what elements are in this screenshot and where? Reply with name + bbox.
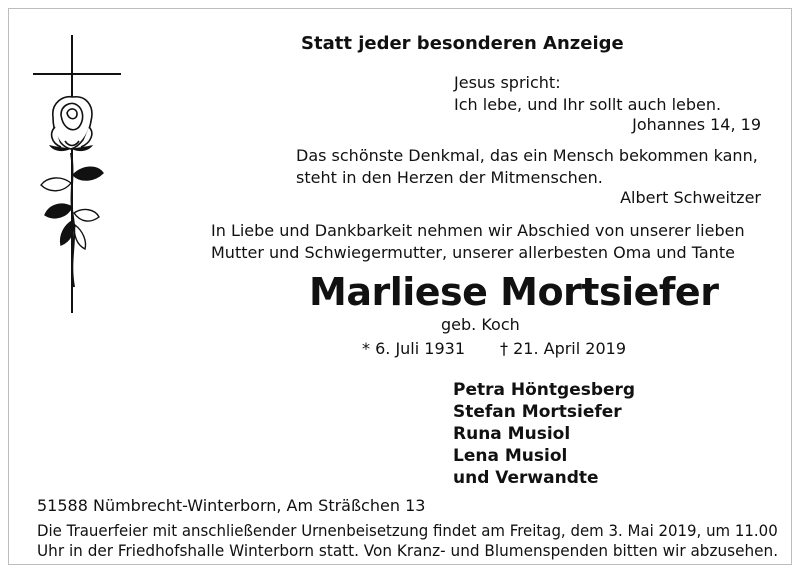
cross-with-rose-icon [31,35,131,315]
quote-line: Ich lebe, und Ihr sollt auch leben. [454,95,722,114]
quote-source: Johannes 14, 19 [632,115,761,134]
quote-source: Albert Schweitzer [620,188,761,207]
mourner-name: Petra Höntgesberg [453,380,636,400]
service-info-line: Uhr in der Friedhofshalle Winterborn statt. Von Kranz- und Blumenspenden bitten wir abzusehen. [37,541,779,560]
birth-name: geb. Koch [441,315,520,334]
deceased-name: Marliese Mortsiefer [309,270,719,314]
quote-line: Das schönste Denkmal, das ein Mensch bekommen kann, [296,146,758,165]
intro-line: Mutter und Schwiegermutter, unserer allerbesten Oma und Tante [211,243,735,262]
quote-line: steht in den Herzen der Mitmenschen. [296,168,603,187]
mourner-name: Lena Musiol [453,446,568,466]
birth-date: * 6. Juli 1931 [362,339,465,358]
family-address: 51588 Nümbrecht-Winterborn, Am Sträßchen 13 [37,496,426,515]
quote-line: Jesus spricht: [454,73,561,92]
notice-heading: Statt jeder besonderen Anzeige [301,33,624,54]
mourner-name: Stefan Mortsiefer [453,402,622,422]
obituary-notice [8,8,792,565]
service-info-line: Die Trauerfeier mit anschließender Urnenbeisetzung findet am Freitag, dem 3. Mai 2019, um 11.00 [37,521,778,540]
rose-bloom [52,97,92,149]
death-date: † 21. April 2019 [500,339,626,358]
mourner-name: Runa Musiol [453,424,571,444]
intro-line: In Liebe und Dankbarkeit nehmen wir Abschied von unserer lieben [211,221,745,240]
mourner-name: und Verwandte [453,468,599,488]
